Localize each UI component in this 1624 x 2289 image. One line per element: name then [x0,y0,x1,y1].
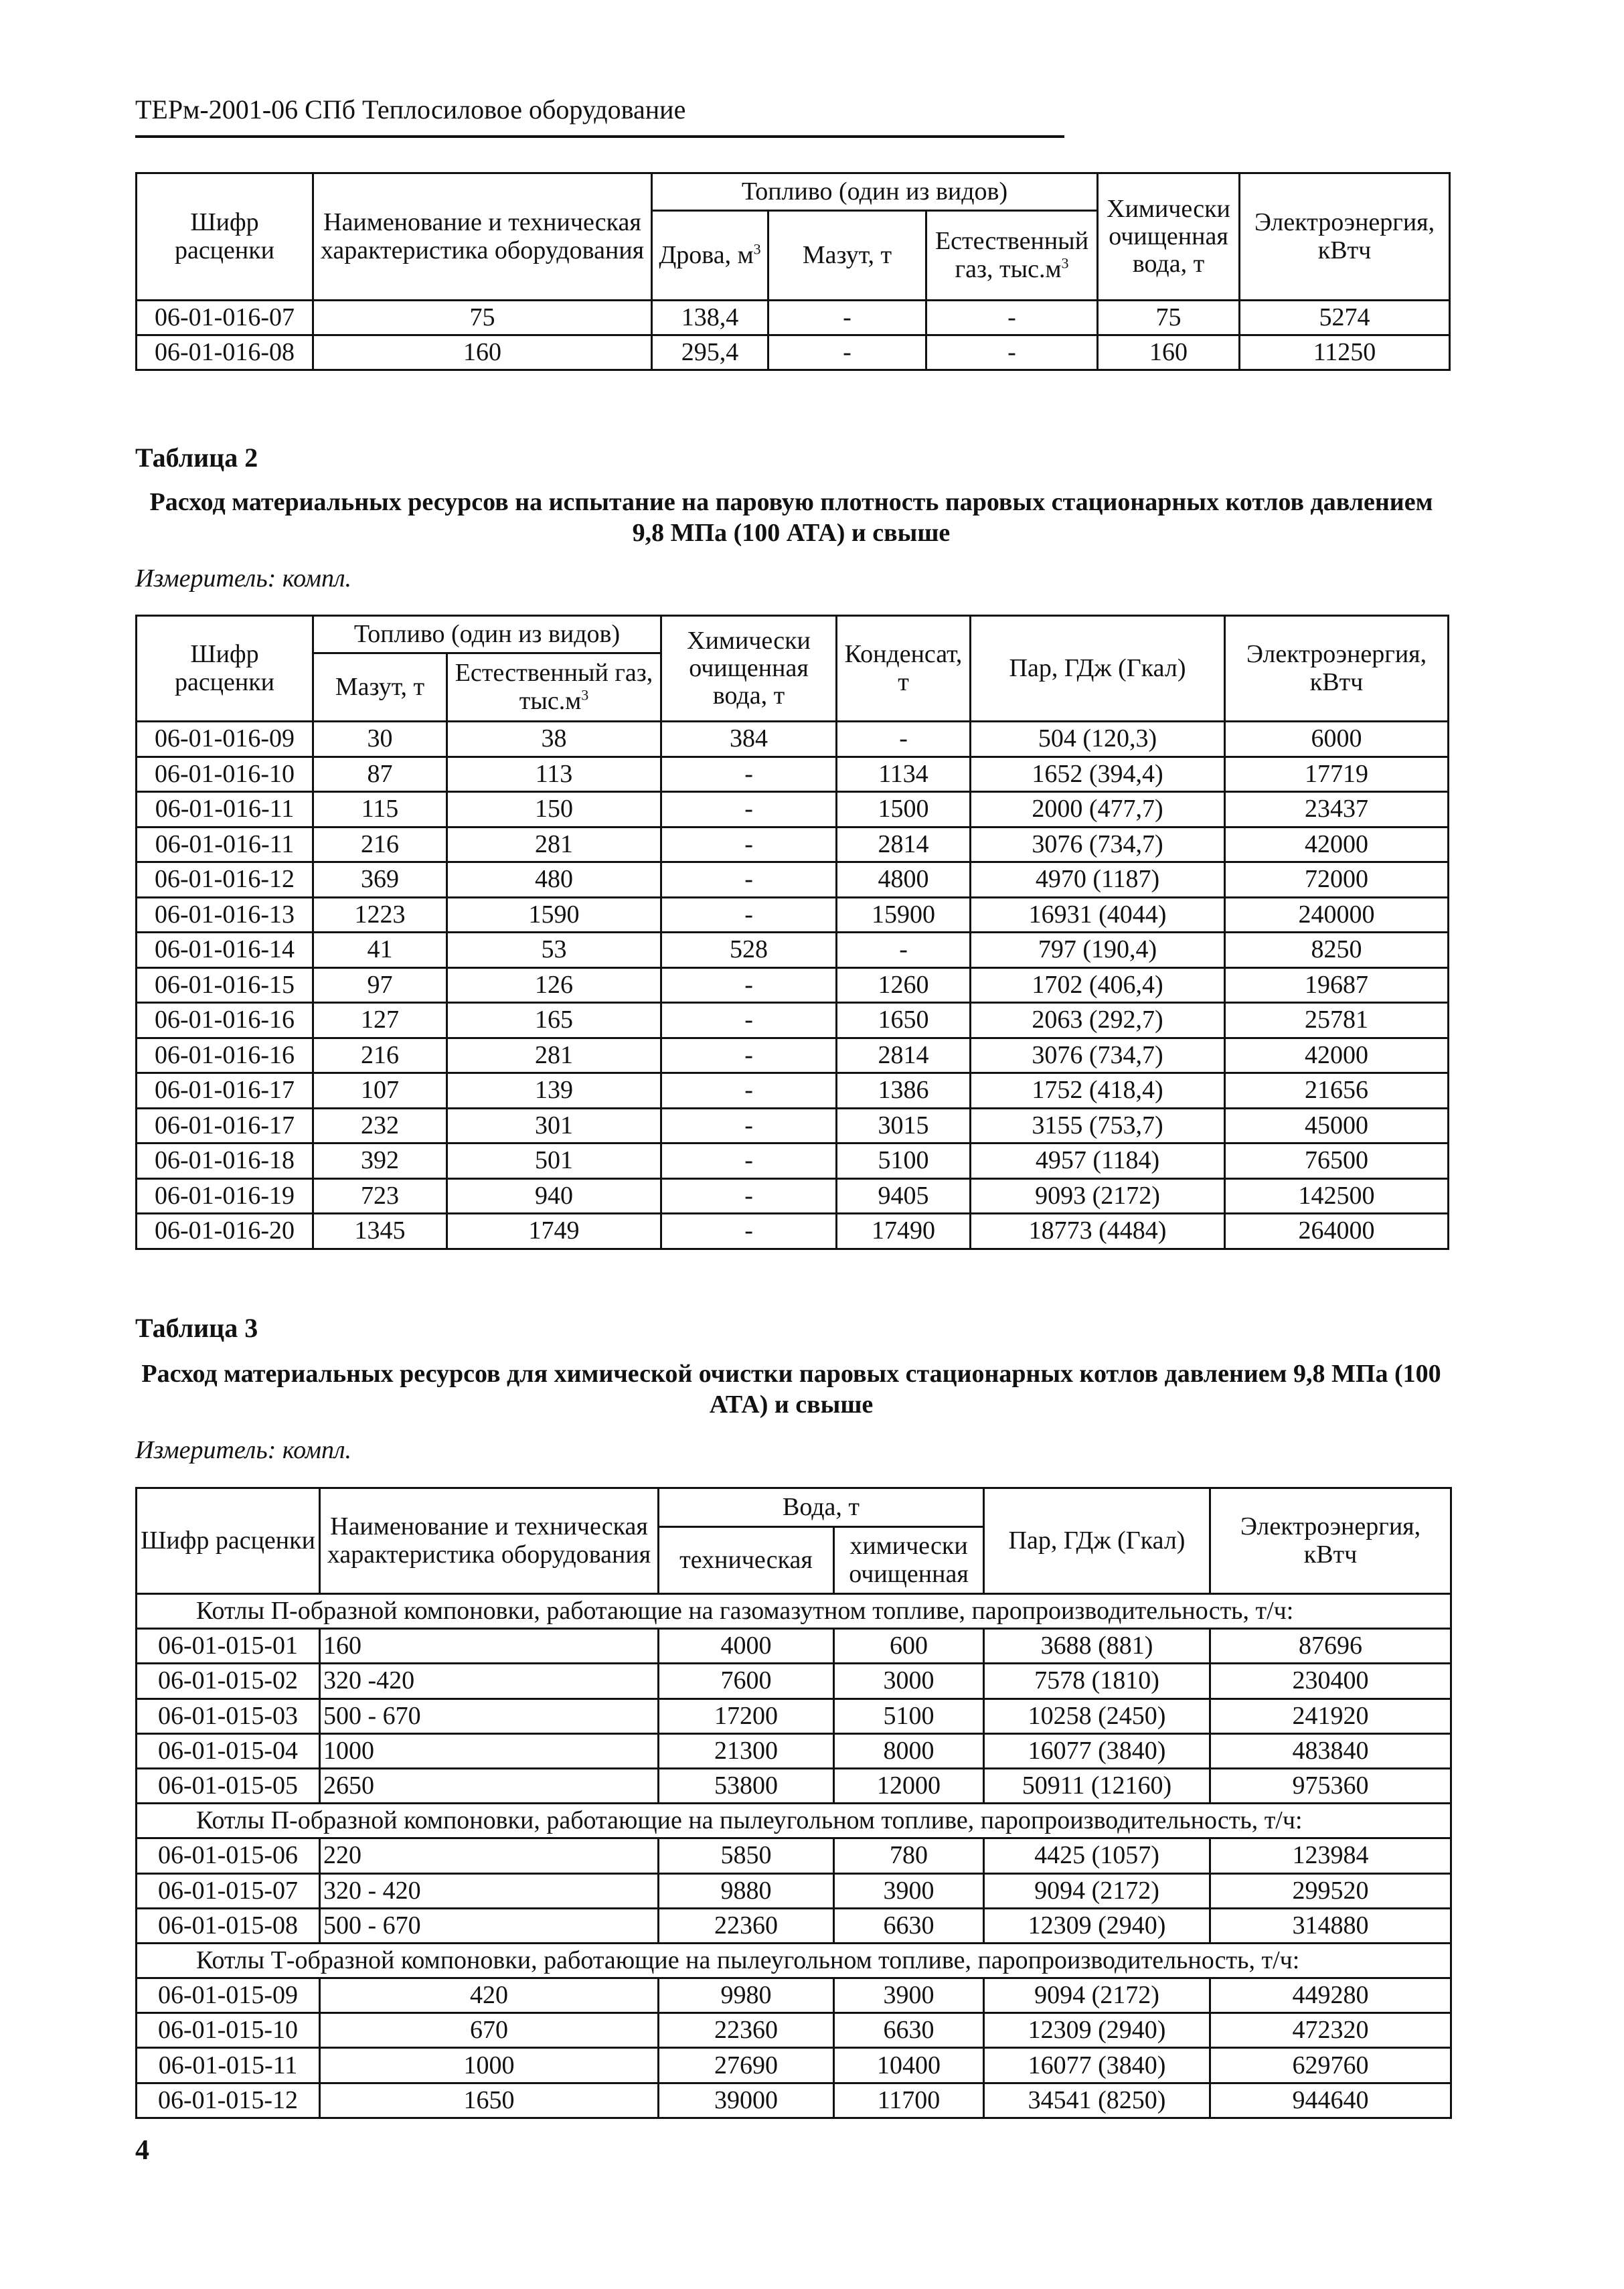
cell-name: 2650 [320,1768,659,1803]
cell-power: 76500 [1225,1143,1449,1179]
cell-gas: 113 [447,757,661,792]
cell-power: 5274 [1240,301,1450,335]
table-row [137,1108,1449,1143]
cell-technical: 4000 [659,1629,834,1664]
cell-oil: - [768,301,926,335]
col-fuel-group-header: Топливо (один из видов) [313,616,661,653]
table-row [137,1178,1449,1214]
table-row [137,1664,1451,1699]
group-title: Котлы П-образной компоновки, работающие на газомазутном топливе, паропроизводительность, т/ч: [137,1594,1451,1629]
cell-technical: 53800 [659,1768,834,1803]
cell-gas: 126 [447,967,661,1003]
col-name-header: Наименование и техническая характеристика оборудования [313,173,652,301]
cell-name: 670 [320,2013,659,2048]
table-row [137,933,1449,968]
cell-code: 06-01-016-08 [137,335,313,370]
cell-chem: 3900 [834,1978,984,2013]
table-row [137,1214,1449,1249]
cell-steam: 12309 (2940) [984,1908,1210,1943]
cell-name: 420 [320,1978,659,2013]
cell-oil: 216 [313,1038,447,1073]
cell-water: - [661,1214,837,1249]
cell-name: 320 -420 [320,1664,659,1699]
table-row [137,1143,1449,1179]
table-row [137,1038,1449,1073]
cell-steam: 9093 (2172) [971,1178,1225,1214]
cell-power: 17719 [1225,757,1449,792]
cell-condensate: 3015 [837,1108,971,1143]
cell-steam: 1702 (406,4) [971,967,1225,1003]
cell-condensate: 2814 [837,827,971,862]
cell-code: 06-01-016-10 [137,757,313,792]
cell-technical: 9880 [659,1873,834,1908]
cell-name: 1000 [320,1733,659,1768]
cell-power: 8250 [1225,933,1449,968]
col-gas-header: Естественный газ, $тыс.м^3$ [926,211,1098,301]
cell-power: 21656 [1225,1073,1449,1109]
cell-power: 472320 [1210,2013,1451,2048]
cell-water: - [661,897,837,933]
cell-steam: 2063 (292,7) [971,1003,1225,1038]
cell-name: 1650 [320,2083,659,2118]
cell-code: 06-01-015-07 [137,1873,320,1908]
col-water-header: Химически очищенная вода, т [1098,173,1240,301]
cell-technical: 7600 [659,1664,834,1699]
cell-water: - [661,1178,837,1214]
table-row [137,1978,1451,2013]
cell-code: 06-01-016-17 [137,1073,313,1109]
cell-steam: 4970 (1187) [971,862,1225,898]
col-chem-header: химически очищенная [834,1527,984,1594]
cell-name: 160 [313,335,652,370]
table-3-label: Таблица 3 [135,1313,258,1343]
col-water-header: Химически очищенная вода, т [661,616,837,722]
cell-power: 42000 [1225,827,1449,862]
cell-steam: 4957 (1184) [971,1143,1225,1179]
cell-technical: 17200 [659,1699,834,1733]
cell-water: - [661,827,837,862]
cell-steam: 16931 (4044) [971,897,1225,933]
cell-steam: 1652 (394,4) [971,757,1225,792]
group-title: Котлы П-образной компоновки, работающие на пылеугольном топливе, паропроизводительность, т/ч: [137,1804,1451,1838]
cell-steam: 7578 (1810) [984,1664,1210,1699]
table-row [137,1838,1451,1873]
cell-oil: 232 [313,1108,447,1143]
cell-power: 123984 [1210,1838,1451,1873]
cell-oil: 41 [313,933,447,968]
col-power-header: Электроэнергия, кВтч [1210,1488,1451,1594]
table-1 [135,172,1451,371]
cell-code: 06-01-016-19 [137,1178,313,1214]
cell-technical: 9980 [659,1978,834,2013]
cell-code: 06-01-015-10 [137,2013,320,2048]
table-row [137,827,1449,862]
cell-steam: 3688 (881) [984,1629,1210,1664]
group-row [137,1594,1451,1629]
cell-code: 06-01-015-03 [137,1699,320,1733]
cell-power: 230400 [1210,1664,1451,1699]
col-wood-header: Дрова, $м^3$ [652,211,768,301]
cell-oil: 1223 [313,897,447,933]
table-row [137,897,1449,933]
col-steam-header: Пар, ГДж (Гкал) [984,1488,1210,1594]
cell-steam: 3076 (734,7) [971,1038,1225,1073]
table-row [137,1699,1451,1733]
cell-power: 42000 [1225,1038,1449,1073]
cell-oil: 115 [313,792,447,827]
cell-power: 6000 [1225,722,1449,757]
cell-code: 06-01-016-18 [137,1143,313,1179]
cell-oil: 369 [313,862,447,898]
cell-power: 19687 [1225,967,1449,1003]
cell-oil: 107 [313,1073,447,1109]
cell-code: 06-01-016-07 [137,301,313,335]
cell-water: - [661,1038,837,1073]
cell-gas: 53 [447,933,661,968]
group-row [137,1804,1451,1838]
cell-gas: - [926,301,1098,335]
table-row [137,1073,1449,1109]
cell-steam: 16077 (3840) [984,2048,1210,2083]
cell-steam: 3076 (734,7) [971,827,1225,862]
cell-steam: 12309 (2940) [984,2013,1210,2048]
cell-name: 75 [313,301,652,335]
cell-code: 06-01-016-09 [137,722,313,757]
cell-oil: 723 [313,1178,447,1214]
table-2-measure: Измеритель: компл. [135,564,352,593]
cell-chem: 3000 [834,1664,984,1699]
cell-water: - [661,862,837,898]
cell-gas: 1590 [447,897,661,933]
table-row [137,301,1450,335]
table-row [137,335,1450,370]
cell-condensate: 9405 [837,1178,971,1214]
col-power-header: Электроэнергия, кВтч [1225,616,1449,722]
cell-steam: 4425 (1057) [984,1838,1210,1873]
table-row [137,1908,1451,1943]
col-code-header: Шифр расценки [137,616,313,722]
cell-name: 500 - 670 [320,1908,659,1943]
cell-power: 483840 [1210,1733,1451,1768]
group-row [137,1943,1451,1978]
cell-code: 06-01-015-06 [137,1838,320,1873]
table-2-label: Таблица 2 [135,443,258,473]
cell-condensate: 17490 [837,1214,971,1249]
cell-chem: 6630 [834,2013,984,2048]
cell-steam: 797 (190,4) [971,933,1225,968]
cell-technical: 22360 [659,2013,834,2048]
col-oil-header: Мазут, т [768,211,926,301]
table-2-title: Расход материальных ресурсов на испытание на паровую плотность паровых стационарных котлов давлением 9,8 МПа (100 АТА) и свыше [149,488,1433,547]
cell-gas: - [926,335,1098,370]
cell-oil: 392 [313,1143,447,1179]
cell-name: 1000 [320,2048,659,2083]
cell-steam: 10258 (2450) [984,1699,1210,1733]
cell-gas: 281 [447,827,661,862]
cell-gas: 38 [447,722,661,757]
cell-water: - [661,1073,837,1109]
table-row [137,722,1449,757]
col-gas-header: Естественный газ, $тыс.м^3$ [447,653,661,722]
col-name-header: Наименование и техническая характеристика оборудования [320,1488,659,1594]
cell-power: 72000 [1225,862,1449,898]
cell-chem: 780 [834,1838,984,1873]
cell-power: 975360 [1210,1768,1451,1803]
cell-chem: 12000 [834,1768,984,1803]
cell-power: 87696 [1210,1629,1451,1664]
table-row [137,967,1449,1003]
cell-power: 241920 [1210,1699,1451,1733]
cell-wood: 295,4 [652,335,768,370]
cell-code: 06-01-015-09 [137,1978,320,2013]
cell-oil: 97 [313,967,447,1003]
cell-code: 06-01-016-13 [137,897,313,933]
cell-chem: 3900 [834,1873,984,1908]
cell-name: 160 [320,1629,659,1664]
table-row [137,1629,1451,1664]
table-row [137,2013,1451,2048]
cell-gas: 480 [447,862,661,898]
cell-code: 06-01-016-20 [137,1214,313,1249]
cell-code: 06-01-016-17 [137,1108,313,1143]
cell-code: 06-01-015-04 [137,1733,320,1768]
page-number: 4 [135,2135,149,2166]
cell-gas: 1749 [447,1214,661,1249]
cell-power: 25781 [1225,1003,1449,1038]
cell-power: 142500 [1225,1178,1449,1214]
cell-name: 320 - 420 [320,1873,659,1908]
page-header-title: ТЕРм-2001-06 СПб Теплосиловое оборудование [135,94,686,125]
cell-steam: 50911 (12160) [984,1768,1210,1803]
cell-technical: 21300 [659,1733,834,1768]
cell-code: 06-01-016-12 [137,862,313,898]
cell-code: 06-01-016-16 [137,1038,313,1073]
table-row [137,2083,1451,2118]
cell-gas: 940 [447,1178,661,1214]
cell-power: 299520 [1210,1873,1451,1908]
cell-steam: 18773 (4484) [971,1214,1225,1249]
cell-water: 75 [1098,301,1240,335]
table-row [137,2048,1451,2083]
cell-power: 240000 [1225,897,1449,933]
cell-water: - [661,792,837,827]
cell-code: 06-01-016-11 [137,792,313,827]
cell-water: 384 [661,722,837,757]
cell-condensate: 1260 [837,967,971,1003]
table-row [137,757,1449,792]
cell-chem: 5100 [834,1699,984,1733]
col-code-header: Шифр расценки [137,173,313,301]
cell-oil: - [768,335,926,370]
col-fuel-group-header: Топливо (один из видов) [652,173,1098,211]
cell-water: - [661,757,837,792]
cell-water: - [661,1108,837,1143]
cell-chem: 600 [834,1629,984,1664]
cell-power: 449280 [1210,1978,1451,2013]
col-condensate-header: Конденсат, т [837,616,971,722]
cell-power: 11250 [1240,335,1450,370]
cell-technical: 27690 [659,2048,834,2083]
cell-condensate: 2814 [837,1038,971,1073]
cell-water: - [661,967,837,1003]
cell-code: 06-01-015-05 [137,1768,320,1803]
cell-power: 629760 [1210,2048,1451,2083]
cell-steam: 34541 (8250) [984,2083,1210,2118]
cell-oil: 127 [313,1003,447,1038]
col-water-group-header: Вода, т [659,1488,984,1527]
cell-code: 06-01-016-11 [137,827,313,862]
table-row [137,1768,1451,1803]
cell-power: 314880 [1210,1908,1451,1943]
cell-wood: 138,4 [652,301,768,335]
col-power-header: Электроэнергия, кВтч [1240,173,1450,301]
cell-gas: 301 [447,1108,661,1143]
cell-oil: 87 [313,757,447,792]
cell-power: 23437 [1225,792,1449,827]
table-row [137,1003,1449,1038]
cell-steam: 1752 (418,4) [971,1073,1225,1109]
cell-condensate: - [837,933,971,968]
table-row [137,792,1449,827]
cell-water: 528 [661,933,837,968]
cell-gas: 165 [447,1003,661,1038]
cell-technical: 5850 [659,1838,834,1873]
cell-gas: 281 [447,1038,661,1073]
cell-condensate: 5100 [837,1143,971,1179]
col-oil-header: Мазут, т [313,653,447,722]
table-row [137,1873,1451,1908]
cell-gas: 150 [447,792,661,827]
cell-oil: 216 [313,827,447,862]
cell-technical: 22360 [659,1908,834,1943]
cell-chem: 10400 [834,2048,984,2083]
cell-condensate: - [837,722,971,757]
cell-code: 06-01-016-16 [137,1003,313,1038]
group-title: Котлы Т-образной компоновки, работающие на пылеугольном топливе, паропроизводительность, т/ч: [137,1943,1451,1978]
table-3 [135,1487,1452,2119]
cell-steam: 3155 (753,7) [971,1108,1225,1143]
cell-steam: 2000 (477,7) [971,792,1225,827]
col-code-header: Шифр расценки [137,1488,320,1594]
cell-condensate: 1386 [837,1073,971,1109]
cell-power: 264000 [1225,1214,1449,1249]
cell-water: - [661,1143,837,1179]
cell-chem: 6630 [834,1908,984,1943]
cell-power: 944640 [1210,2083,1451,2118]
cell-steam: 9094 (2172) [984,1873,1210,1908]
table-row [137,862,1449,898]
cell-gas: 139 [447,1073,661,1109]
cell-steam: 9094 (2172) [984,1978,1210,2013]
cell-code: 06-01-015-02 [137,1664,320,1699]
cell-water: - [661,1003,837,1038]
cell-steam: 504 (120,3) [971,722,1225,757]
cell-power: 45000 [1225,1108,1449,1143]
table-3-title: Расход материальных ресурсов для химической очистки паровых стационарных котлов давлением 9,8 МПа (100 АТА) и свыше [141,1360,1441,1419]
cell-oil: 1345 [313,1214,447,1249]
cell-code: 06-01-015-12 [137,2083,320,2118]
cell-code: 06-01-016-15 [137,967,313,1003]
cell-technical: 39000 [659,2083,834,2118]
cell-gas: 501 [447,1143,661,1179]
cell-condensate: 15900 [837,897,971,933]
cell-condensate: 1650 [837,1003,971,1038]
table-row [137,1733,1451,1768]
cell-condensate: 4800 [837,862,971,898]
col-steam-header: Пар, ГДж (Гкал) [971,616,1225,722]
cell-oil: 30 [313,722,447,757]
cell-code: 06-01-016-14 [137,933,313,968]
cell-water: 160 [1098,335,1240,370]
cell-code: 06-01-015-11 [137,2048,320,2083]
cell-name: 500 - 670 [320,1699,659,1733]
cell-chem: 8000 [834,1733,984,1768]
cell-code: 06-01-015-01 [137,1629,320,1664]
cell-steam: 16077 (3840) [984,1733,1210,1768]
table-3-measure: Измеритель: компл. [135,1436,352,1464]
header-divider [135,135,1064,138]
col-technical-header: техническая [659,1527,834,1594]
cell-code: 06-01-015-08 [137,1908,320,1943]
cell-name: 220 [320,1838,659,1873]
cell-condensate: 1500 [837,792,971,827]
cell-condensate: 1134 [837,757,971,792]
cell-chem: 11700 [834,2083,984,2118]
table-2 [135,615,1449,1250]
